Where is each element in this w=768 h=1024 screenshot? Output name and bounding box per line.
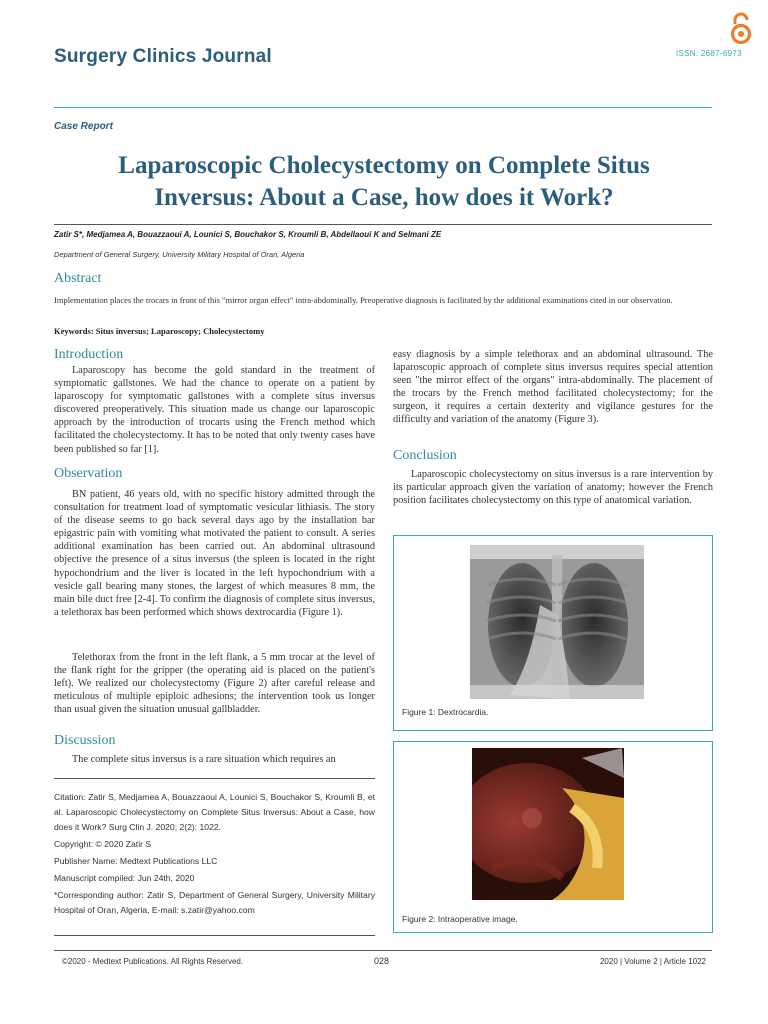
manuscript-compiled: Manuscript compiled: Jun 24th, 2020 — [54, 873, 195, 883]
affiliation: Department of General Surgery, University Military Hospital of Oran, Algeria — [54, 250, 305, 259]
conclusion-heading: Conclusion — [393, 448, 457, 463]
figure-1-caption: Figure 1: Dextrocardia. — [402, 707, 489, 717]
discussion-paragraph-continued: easy diagnosis by a simple telethorax and an abdominal ultrasound. The laparoscopic approach of complete situs inversus requires special attention seen "the mirror effect of the organs" intra-abdominally. The placement of the trocars by the French method facilitated cholecystectomy; for the surgeon, it requires a certain dexterity and vigilance gestures for the difficulty and variation of the anatomy (Figure 3). — [393, 349, 713, 426]
title-divider — [54, 224, 712, 225]
page-number: 028 — [374, 956, 390, 966]
introduction-paragraph: Laparoscopy has become the gold standard in the treatment of symptomatic gallstones. We had the chance to operate on a patient by laparoscopy for symptomatic gallstones with a complete situs inversus discovered preoperatively. This situation made us change our laparoscopic approach by the introduction of trocarts using the French method which facilitated the cholecystectomy. It has to be noted that only twenty cases have been published so far [1]. — [54, 365, 375, 455]
article-type: Case Report — [54, 121, 113, 132]
footer-volume: 2020 | Volume 2 | Article 1022 — [599, 957, 706, 966]
observation-paragraph-1: BN patient, 46 years old, with no specific history admitted through the consultation for treatment load of symptomatic vesicular lithiasis. The story of the disease seems to go back several days ago by the installation bar epigastric pain with vomiting what motivated the patient to consult. A series additional examination has been carried out. An abdominal ultrasound objective the presence of a situs inversus (the spleen is located in the right hypochondrium and the liver is located in the left hypochondrium with a vesicle gall bearing many stones, the largest of which measures 8 mm, the main bile duct free [2-4]. To confirm the diagnosis of complete situs inversus, a telethorax has been performed which shows dextrocardia (Figure 1). — [54, 489, 375, 618]
open-access-icon — [728, 12, 754, 46]
figure-1 — [393, 535, 713, 731]
footer-copyright: ©2020 - Medtext Publications. All Rights Reserved. — [62, 957, 244, 966]
citation-divider-bottom — [54, 935, 375, 936]
citation-block — [54, 790, 375, 920]
keywords: Keywords: Situs inversus; Laparoscopy; Cholecystectomy — [54, 326, 265, 336]
intraoperative-image — [472, 748, 624, 900]
figure-2-caption: Figure 2: Intraoperative image. — [402, 914, 518, 924]
title-line-1: Laparoscopic Cholecystectomy on Complete Situs — [118, 152, 650, 179]
title-line-2: Inversus: About a Case, how does it Work? — [154, 184, 614, 211]
publisher: Publisher Name: Medtext Publications LLC — [54, 856, 218, 866]
observation-heading: Observation — [54, 466, 123, 481]
citation-text: Citation: Zatir S, Medjamea A, Bouazzaoui A, Lounici S, Bouchakor S, Kroumli B, et al. Laparoscopic Cholecystectomy on Complete Situs Inversus: About a Case, how does it Work? Surg Clin J. 2020; 2(2): 1022. — [54, 792, 375, 832]
article-title — [54, 150, 714, 214]
journal-title: Surgery Clinics Journal — [54, 46, 272, 67]
header-divider — [54, 107, 712, 108]
abstract-heading: Abstract — [54, 271, 102, 286]
conclusion-paragraph: Laparoscopic cholecystectomy on situs inversus is a rare intervention by its particular approach given the variation of anatomy; however the French position facilitates cholecystectomy on this type of anatomical variation. — [393, 469, 713, 507]
discussion-heading: Discussion — [54, 733, 116, 748]
figure-2 — [393, 741, 713, 933]
introduction-heading: Introduction — [54, 347, 124, 362]
issn: ISSN: 2687-6973 — [676, 49, 742, 58]
copyright: Copyright: © 2020 Zatir S — [54, 839, 152, 849]
footer-divider — [54, 950, 712, 951]
author-list: Zatir S*, Medjamea A, Bouazzaoui A, Lounici S, Bouchakor S, Kroumli B, Abdellaoui K and Selmani ZE — [54, 230, 442, 239]
chest-xray-image — [470, 545, 644, 699]
abstract-text: Implementation places the trocars in front of this "mirror organ effect" intra-abdominally. Preoperative diagnosis is facilitated by the additional examinations cited in our observation. — [54, 295, 673, 305]
corresponding-author: *Corresponding author: Zatir S, Department of General Surgery, University Military Hospital of Oran, Algeria, E-mail: s.zatir@yahoo.com — [54, 890, 375, 915]
observation-paragraph-2: Telethorax from the front in the left flank, a 5 mm trocar at the level of the flank right for the gripper (the operating aid is placed on the patient's left). We realized our cholecystectomy (Figure 2) after careful release and meticulous of multiple epiploic adhesions; the intervention took us longer than usual given the situation unusual gallbladder. — [54, 652, 375, 716]
discussion-paragraph-start: The complete situs inversus is a rare situation which requires an — [72, 754, 336, 765]
citation-divider-top — [54, 778, 375, 779]
